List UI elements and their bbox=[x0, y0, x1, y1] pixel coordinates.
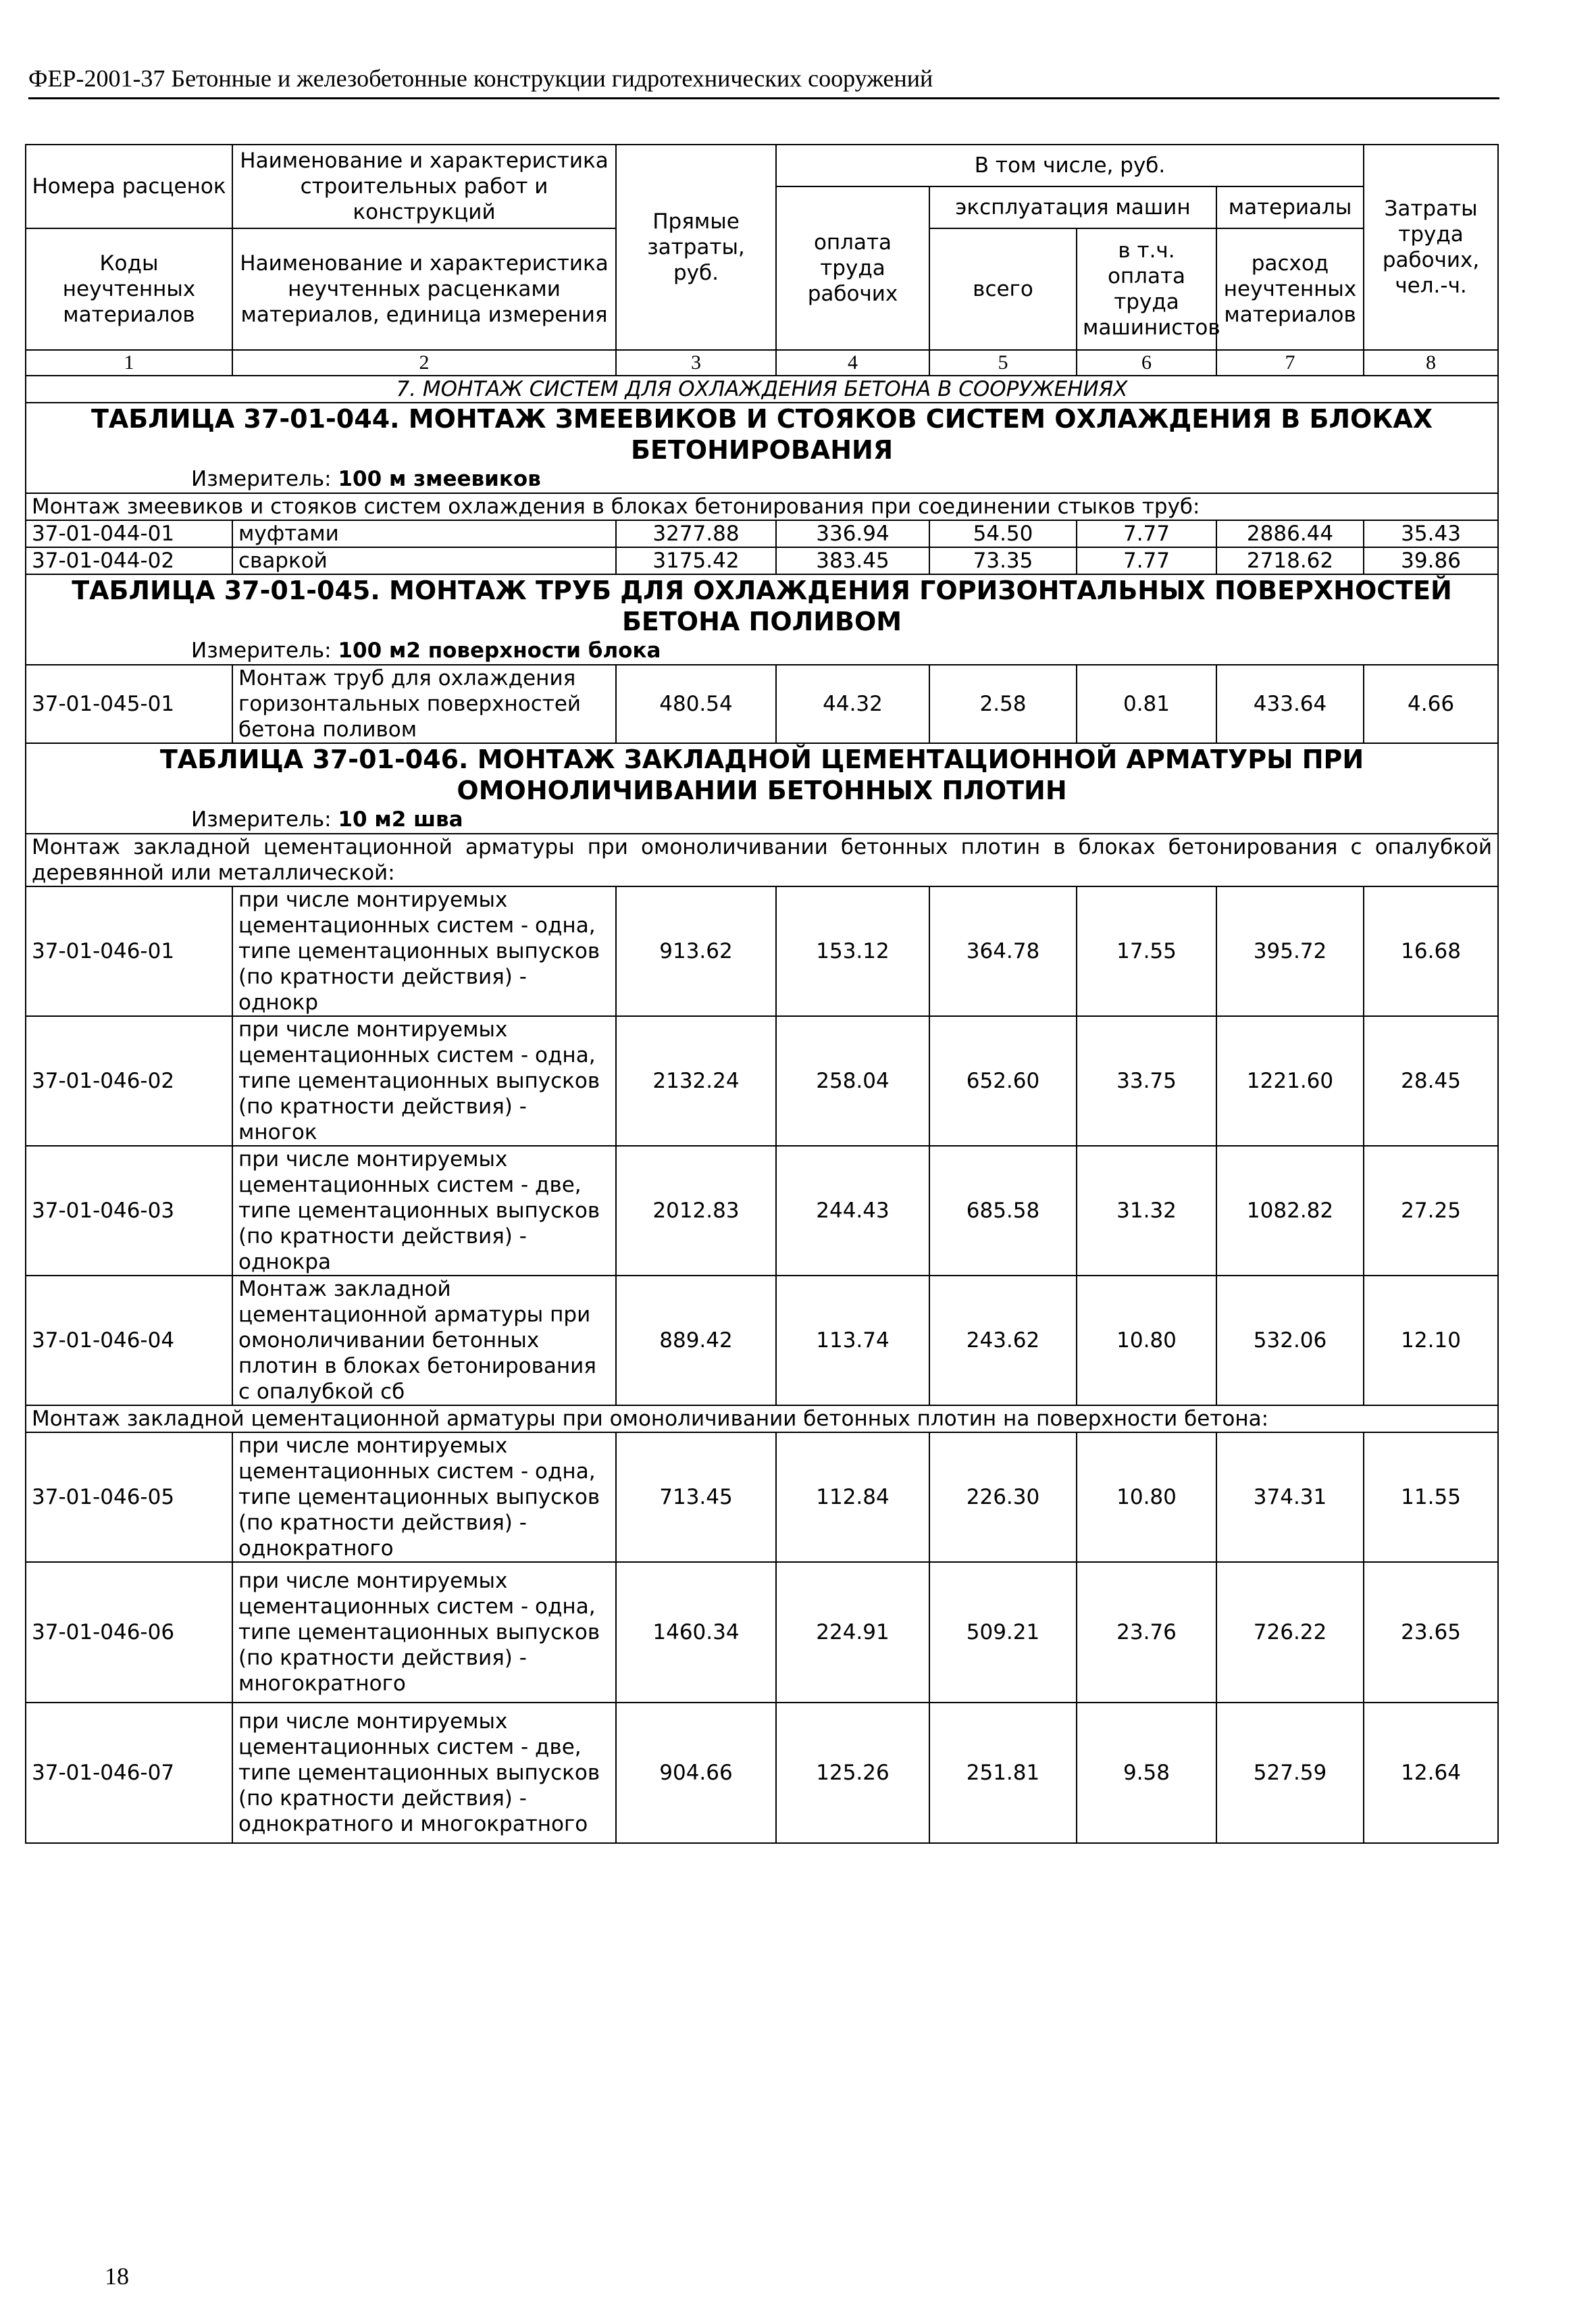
labor-hours-cell: 28.45 bbox=[1364, 1016, 1498, 1146]
labor-hours-cell: 12.10 bbox=[1364, 1276, 1498, 1405]
labor-hours-cell: 12.64 bbox=[1364, 1703, 1498, 1843]
rate-code: 37-01-046-07 bbox=[26, 1703, 232, 1843]
wages-cell: 112.84 bbox=[776, 1432, 929, 1562]
column-number: 8 bbox=[1364, 350, 1498, 376]
direct-costs-cell: 913.62 bbox=[616, 886, 776, 1016]
machine-total-cell: 243.62 bbox=[929, 1276, 1077, 1405]
direct-costs-cell: 2132.24 bbox=[616, 1016, 776, 1146]
machine-total-cell: 251.81 bbox=[929, 1703, 1077, 1843]
machine-wages-cell: 31.32 bbox=[1077, 1146, 1216, 1276]
work-name: при числе монтируемых цементационных систем - одна, типе цементационных выпусков (по кратности действия) - однокр bbox=[232, 886, 616, 1016]
materials-cost-cell: 433.64 bbox=[1216, 665, 1364, 743]
direct-costs-cell: 3277.88 bbox=[616, 520, 776, 547]
rate-code: 37-01-045-01 bbox=[26, 665, 232, 743]
materials-cost-cell: 2718.62 bbox=[1216, 547, 1364, 574]
machine-total-cell: 226.30 bbox=[929, 1432, 1077, 1562]
machine-wages-cell: 7.77 bbox=[1077, 547, 1216, 574]
col-machine-total-header: всего bbox=[929, 228, 1077, 350]
meter-label: Измеритель: bbox=[191, 638, 332, 663]
table-heading-row bbox=[26, 743, 1498, 834]
table-row bbox=[26, 1146, 1498, 1276]
rate-code: 37-01-046-05 bbox=[26, 1432, 232, 1562]
machine-wages-cell: 33.75 bbox=[1077, 1016, 1216, 1146]
meter-value: 10 м2 шва bbox=[338, 807, 463, 832]
work-name: при числе монтируемых цементационных систем - одна, типе цементационных выпусков (по кратности действия) - однократного bbox=[232, 1432, 616, 1562]
wages-cell: 336.94 bbox=[776, 520, 929, 547]
work-name: Монтаж закладной цементационной арматуры при омоноличивании бетонных плотин в блоках бетонирования с опалубкой сб bbox=[232, 1276, 616, 1405]
wages-cell: 44.32 bbox=[776, 665, 929, 743]
col-labor-header: Затраты труда рабочих, чел.-ч. bbox=[1364, 145, 1498, 350]
table-meter bbox=[32, 466, 1492, 493]
wages-cell: 224.91 bbox=[776, 1562, 929, 1703]
table-row bbox=[26, 1703, 1498, 1843]
column-numbers-row bbox=[26, 350, 1498, 376]
page-header: ФЕР-2001-37 Бетонные и железобетонные конструкции гидротехнических сооружений bbox=[28, 59, 1499, 99]
work-name: при числе монтируемых цементационных систем - одна, типе цементационных выпусков (по кратности действия) - многок bbox=[232, 1016, 616, 1146]
labor-hours-cell: 27.25 bbox=[1364, 1146, 1498, 1276]
labor-hours-cell: 4.66 bbox=[1364, 665, 1498, 743]
work-name: при числе монтируемых цементационных систем - две, типе цементационных выпусков (по кратности действия) - однократного и многократного bbox=[232, 1703, 616, 1843]
table-row bbox=[26, 1276, 1498, 1405]
column-number: 2 bbox=[232, 350, 616, 376]
meter-value: 100 м змеевиков bbox=[338, 467, 541, 491]
table-title: ТАБЛИЦА 37-01-046. МОНТАЖ ЗАКЛАДНОЙ ЦЕМЕНТАЦИОННОЙ АРМАТУРЫ ПРИ ОМОНОЛИЧИВАНИИ БЕТОННЫХ ПЛОТИН bbox=[159, 745, 1364, 805]
labor-hours-cell: 16.68 bbox=[1364, 886, 1498, 1016]
wages-cell: 383.45 bbox=[776, 547, 929, 574]
machine-total-cell: 685.58 bbox=[929, 1146, 1077, 1276]
column-number: 3 bbox=[616, 350, 776, 376]
table-meter bbox=[32, 637, 1492, 664]
rate-code: 37-01-046-04 bbox=[26, 1276, 232, 1405]
table-heading bbox=[26, 574, 1498, 665]
machine-wages-cell: 7.77 bbox=[1077, 520, 1216, 547]
materials-cost-cell: 1082.82 bbox=[1216, 1146, 1364, 1276]
column-number: 1 bbox=[26, 350, 232, 376]
table-row bbox=[26, 665, 1498, 743]
work-name: муфтами bbox=[232, 520, 616, 547]
meter-label: Измеритель: bbox=[191, 807, 332, 832]
rate-code: 37-01-046-03 bbox=[26, 1146, 232, 1276]
direct-costs-cell: 904.66 bbox=[616, 1703, 776, 1843]
machine-wages-cell: 0.81 bbox=[1077, 665, 1216, 743]
machine-total-cell: 364.78 bbox=[929, 886, 1077, 1016]
group-heading: Монтаж змеевиков и стояков систем охлаждения в блоках бетонирования при соединении стыков труб: bbox=[26, 493, 1498, 520]
col-direct-costs-header: Прямые затраты, руб. bbox=[616, 145, 776, 350]
table-row bbox=[26, 1432, 1498, 1562]
table-row bbox=[26, 1016, 1498, 1146]
labor-hours-cell: 35.43 bbox=[1364, 520, 1498, 547]
direct-costs-cell: 3175.42 bbox=[616, 547, 776, 574]
col-material-name-header: Наименование и характеристика неучтенных расценками материалов, единица измерения bbox=[232, 228, 616, 350]
table-heading bbox=[26, 403, 1498, 493]
page-number: 18 bbox=[105, 2263, 129, 2290]
group-heading: Монтаж закладной цементационной арматуры при омоноличивании бетонных плотин в блоках бетонирования с опалубкой деревянной или металлической: bbox=[26, 834, 1498, 886]
col-unaccounted-materials-header: расход неучтенных материалов bbox=[1216, 228, 1364, 350]
column-number: 4 bbox=[776, 350, 929, 376]
col-rate-numbers-header: Номера расценок bbox=[26, 145, 232, 228]
table-title: ТАБЛИЦА 37-01-044. МОНТАЖ ЗМЕЕВИКОВ И СТОЯКОВ СИСТЕМ ОХЛАЖДЕНИЯ В БЛОКАХ БЕТОНИРОВАНИЯ bbox=[91, 404, 1433, 465]
work-name: при числе монтируемых цементационных систем - одна, типе цементационных выпусков (по кратности действия) - многократного bbox=[232, 1562, 616, 1703]
machine-wages-cell: 9.58 bbox=[1077, 1703, 1216, 1843]
table-meter bbox=[32, 806, 1492, 833]
labor-hours-cell: 39.86 bbox=[1364, 547, 1498, 574]
machine-wages-cell: 10.80 bbox=[1077, 1276, 1216, 1405]
machine-operation-header: эксплуатация машин bbox=[929, 186, 1216, 228]
machine-wages-cell: 23.76 bbox=[1077, 1562, 1216, 1703]
group-heading: Монтаж закладной цементационной арматуры при омоноличивании бетонных плотин на поверхности бетона: bbox=[26, 1405, 1498, 1432]
direct-costs-cell: 713.45 bbox=[616, 1432, 776, 1562]
rate-code: 37-01-046-02 bbox=[26, 1016, 232, 1146]
machine-total-cell: 509.21 bbox=[929, 1562, 1077, 1703]
direct-costs-cell: 1460.34 bbox=[616, 1562, 776, 1703]
table-heading-row bbox=[26, 574, 1498, 665]
col-material-codes-header: Коды неучтенных материалов bbox=[26, 228, 232, 350]
table-row bbox=[26, 1562, 1498, 1703]
column-number: 5 bbox=[929, 350, 1077, 376]
meter-label: Измеритель: bbox=[191, 467, 332, 491]
work-name: при числе монтируемых цементационных систем - две, типе цементационных выпусков (по кратности действия) - однокра bbox=[232, 1146, 616, 1276]
table-heading bbox=[26, 743, 1498, 834]
machine-wages-cell: 17.55 bbox=[1077, 886, 1216, 1016]
section-title: 7. МОНТАЖ СИСТЕМ ДЛЯ ОХЛАЖДЕНИЯ БЕТОНА В СООРУЖЕНИЯХ bbox=[26, 376, 1498, 403]
machine-total-cell: 73.35 bbox=[929, 547, 1077, 574]
wages-cell: 244.43 bbox=[776, 1146, 929, 1276]
machine-wages-cell: 10.80 bbox=[1077, 1432, 1216, 1562]
machine-total-cell: 2.58 bbox=[929, 665, 1077, 743]
table-row bbox=[26, 520, 1498, 547]
materials-cost-cell: 532.06 bbox=[1216, 1276, 1364, 1405]
direct-costs-cell: 889.42 bbox=[616, 1276, 776, 1405]
machine-total-cell: 54.50 bbox=[929, 520, 1077, 547]
col-work-name-header: Наименование и характеристика строительных работ и конструкций bbox=[232, 145, 616, 228]
wages-cell: 125.26 bbox=[776, 1703, 929, 1843]
meter-value: 100 м2 поверхности блока bbox=[338, 638, 661, 663]
column-number: 6 bbox=[1077, 350, 1216, 376]
materials-cost-cell: 726.22 bbox=[1216, 1562, 1364, 1703]
work-name: сваркой bbox=[232, 547, 616, 574]
column-number: 7 bbox=[1216, 350, 1364, 376]
table-heading-row bbox=[26, 403, 1498, 493]
wages-cell: 153.12 bbox=[776, 886, 929, 1016]
labor-hours-cell: 11.55 bbox=[1364, 1432, 1498, 1562]
rate-code: 37-01-046-06 bbox=[26, 1562, 232, 1703]
materials-header: материалы bbox=[1216, 186, 1364, 228]
machine-total-cell: 652.60 bbox=[929, 1016, 1077, 1146]
direct-costs-cell: 2012.83 bbox=[616, 1146, 776, 1276]
rates-table bbox=[25, 144, 1499, 1844]
table-row bbox=[26, 547, 1498, 574]
col-wages-header: оплата труда рабочих bbox=[776, 186, 929, 350]
table-title: ТАБЛИЦА 37-01-045. МОНТАЖ ТРУБ ДЛЯ ОХЛАЖДЕНИЯ ГОРИЗОНТАЛЬНЫХ ПОВЕРХНОСТЕЙ БЕТОНА ПОЛИВОМ bbox=[72, 576, 1452, 636]
labor-hours-cell: 23.65 bbox=[1364, 1562, 1498, 1703]
materials-cost-cell: 374.31 bbox=[1216, 1432, 1364, 1562]
table-row bbox=[26, 886, 1498, 1016]
materials-cost-cell: 1221.60 bbox=[1216, 1016, 1364, 1146]
wages-cell: 113.74 bbox=[776, 1276, 929, 1405]
rate-code: 37-01-046-01 bbox=[26, 886, 232, 1016]
materials-cost-cell: 527.59 bbox=[1216, 1703, 1364, 1843]
work-name: Монтаж труб для охлаждения горизонтальных поверхностей бетона поливом bbox=[232, 665, 616, 743]
rate-code: 37-01-044-01 bbox=[26, 520, 232, 547]
rate-code: 37-01-044-02 bbox=[26, 547, 232, 574]
materials-cost-cell: 395.72 bbox=[1216, 886, 1364, 1016]
direct-costs-cell: 480.54 bbox=[616, 665, 776, 743]
wages-cell: 258.04 bbox=[776, 1016, 929, 1146]
col-machine-wages-header: в т.ч. оплата труда машинистов bbox=[1077, 228, 1216, 350]
in-that-number-header: В том числе, руб. bbox=[776, 145, 1364, 186]
materials-cost-cell: 2886.44 bbox=[1216, 520, 1364, 547]
